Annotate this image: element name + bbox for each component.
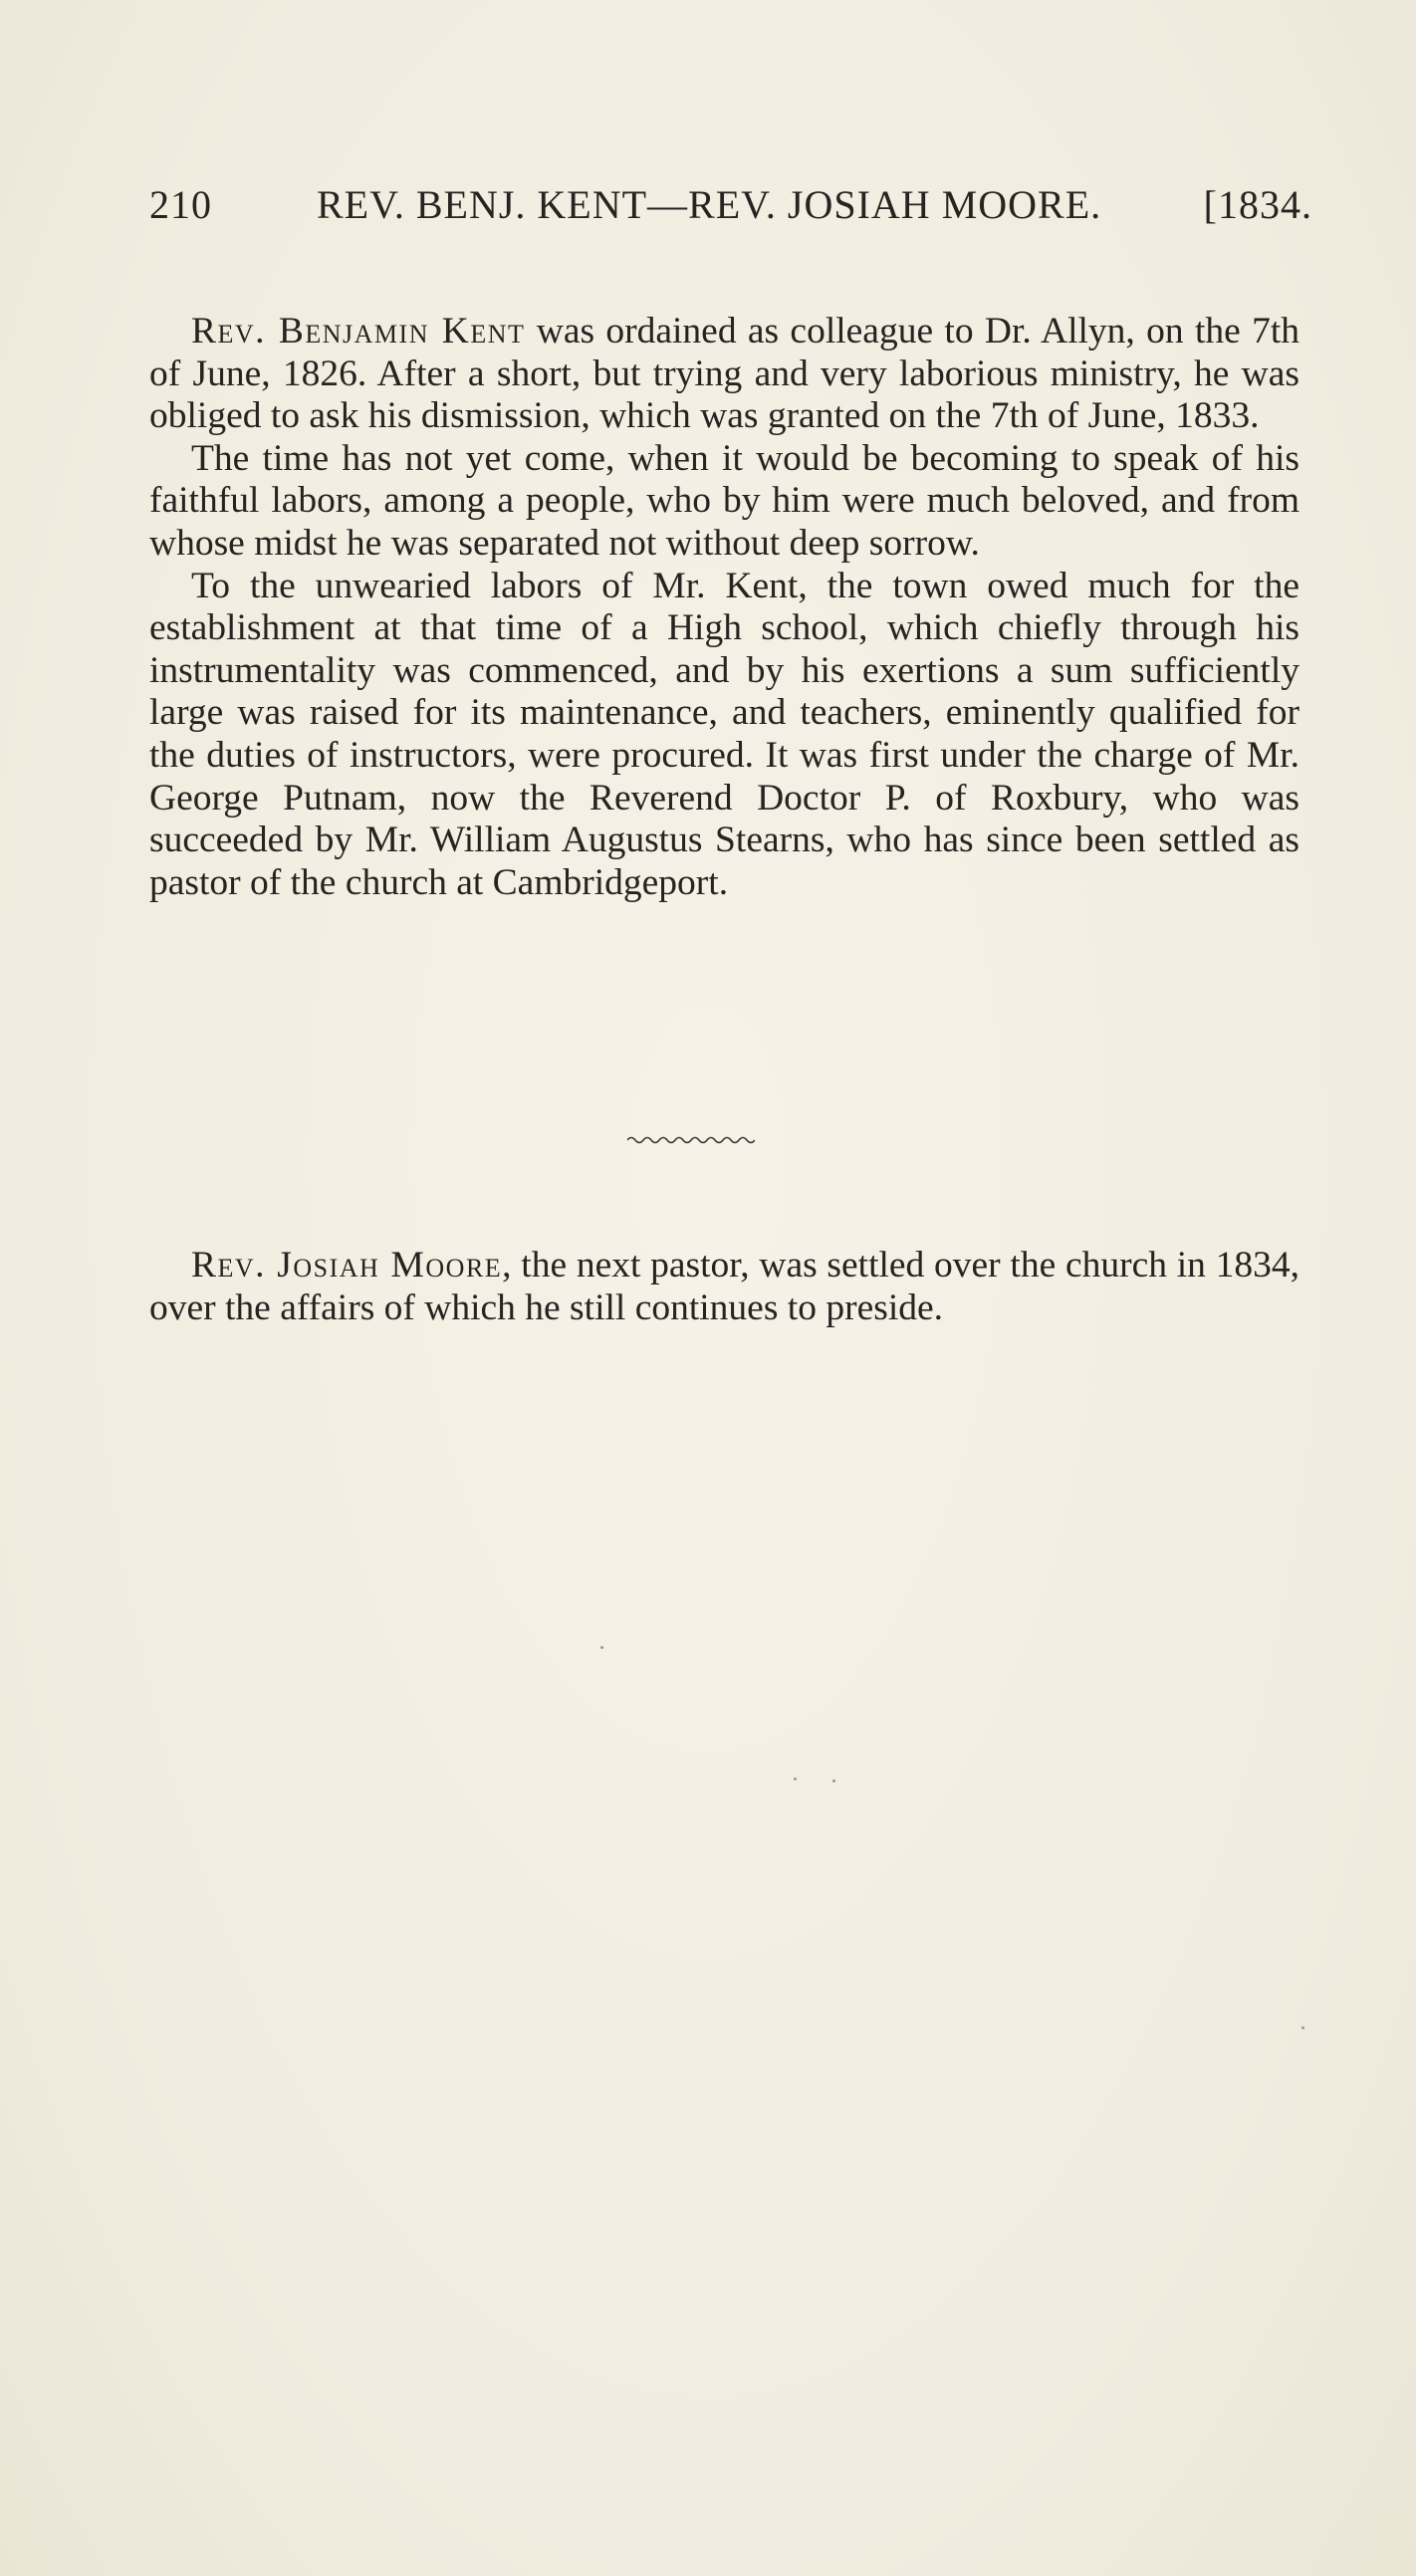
kent-section bbox=[149, 311, 1299, 904]
kent-paragraph-1-text: was ordained as colleague to Dr. Allyn, on the 7th of June, 1826. After a short, but trying and very laborious ministry, he was obliged to ask his dismission, which was granted on the 7th of June, 1833. bbox=[149, 311, 1299, 437]
kent-paragraph-1 bbox=[149, 311, 1299, 438]
running-title: REV. BENJ. KENT—REV. JOSIAH MOORE. bbox=[317, 182, 1102, 227]
page-number: 210 bbox=[149, 182, 212, 227]
paper-speck bbox=[832, 1779, 835, 1782]
running-header bbox=[149, 181, 1312, 237]
kent-paragraph-3: To the unwearied labors of Mr. Kent, the town owed much for the establishment at that time of a High school, which chiefly through his instrumentality was commenced, and by his exertions a sum sufficiently large was raised for its maintenance, and teachers, eminently qualified for the duties of instructors, were procured. It was first under the charge of Mr. George Putnam, now the Reverend Doctor P. of Roxbury, who was succeeded by Mr. William Augustus Stearns, who has since been settled as pastor of the church at Cambridgeport. bbox=[149, 565, 1299, 903]
moore-paragraph-1 bbox=[149, 1245, 1299, 1329]
section-divider-ornament bbox=[627, 1133, 755, 1147]
kent-name: Rev. Benjamin Kent bbox=[191, 311, 526, 351]
header-year: [1834. bbox=[1203, 182, 1312, 227]
moore-section bbox=[149, 1245, 1299, 1329]
paper-speck bbox=[794, 1777, 797, 1780]
paper-speck bbox=[600, 1646, 603, 1649]
paper-speck bbox=[1301, 2026, 1304, 2029]
moore-name: Rev. Josiah Moore bbox=[191, 1245, 503, 1286]
moore-paragraph-1-text: , the next pastor, was settled over the church in 1834, over the affairs of which he still continues to preside. bbox=[149, 1245, 1299, 1328]
kent-paragraph-2: The time has not yet come, when it would be becoming to speak of his faithful labors, among a people, who by him were much beloved, and from whose midst he was separated not without deep sorrow. bbox=[149, 437, 1299, 564]
